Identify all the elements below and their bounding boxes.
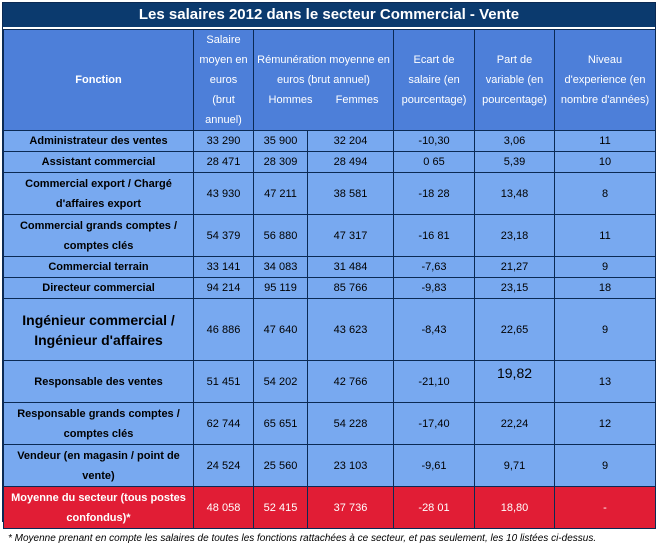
cell-femmes: 32 204 — [308, 131, 394, 152]
table-row — [4, 131, 656, 152]
header-fonction: Fonction — [4, 30, 194, 131]
cell-hommes: 35 900 — [254, 131, 308, 152]
cell-hommes: 95 119 — [254, 278, 308, 299]
cell-experience: 10 — [555, 152, 656, 173]
header-variable: Part de variable (en pourcentage) — [475, 30, 555, 131]
cell-femmes: 47 317 — [308, 215, 394, 257]
cell-variable: 19,82 — [475, 361, 555, 403]
cell-variable: 9,71 — [475, 445, 555, 487]
cell-femmes: 85 766 — [308, 278, 394, 299]
cell-hommes: 28 309 — [254, 152, 308, 173]
cell-femmes: 37 736 — [308, 487, 394, 529]
cell-salaire: 24 524 — [194, 445, 254, 487]
cell-ecart: -9,61 — [394, 445, 475, 487]
cell-fonction: Administrateur des ventes — [4, 131, 194, 152]
cell-variable: 5,39 — [475, 152, 555, 173]
header-hommes: Hommes — [268, 94, 313, 106]
table-title: Les salaires 2012 dans le secteur Commercial - Vente — [3, 3, 655, 29]
cell-fonction: Commercial export / Chargé d'affaires export — [4, 173, 194, 215]
table-row — [4, 152, 656, 173]
header-remuneration-label: Rémunération moyenne en euros (brut annuel) — [257, 54, 390, 86]
table-row — [4, 299, 656, 361]
cell-femmes: 42 766 — [308, 361, 394, 403]
cell-ecart: -9,83 — [394, 278, 475, 299]
cell-salaire: 46 886 — [194, 299, 254, 361]
header-row — [4, 30, 656, 131]
cell-salaire: 94 214 — [194, 278, 254, 299]
cell-salaire: 33 141 — [194, 257, 254, 278]
cell-salaire: 43 930 — [194, 173, 254, 215]
cell-variable: 22,65 — [475, 299, 555, 361]
cell-femmes: 31 484 — [308, 257, 394, 278]
cell-fonction: Vendeur (en magasin / point de vente) — [4, 445, 194, 487]
cell-fonction: Commercial terrain — [4, 257, 194, 278]
table-row — [4, 257, 656, 278]
cell-ecart: -17,40 — [394, 403, 475, 445]
cell-femmes: 28 494 — [308, 152, 394, 173]
header-remuneration — [254, 30, 394, 131]
cell-hommes: 54 202 — [254, 361, 308, 403]
salary-table — [3, 29, 656, 529]
cell-experience: 13 — [555, 361, 656, 403]
cell-ecart: -21,10 — [394, 361, 475, 403]
cell-salaire: 28 471 — [194, 152, 254, 173]
table-row — [4, 278, 656, 299]
cell-salaire: 48 058 — [194, 487, 254, 529]
cell-ecart: -10,30 — [394, 131, 475, 152]
cell-variable: 18,80 — [475, 487, 555, 529]
cell-experience: 18 — [555, 278, 656, 299]
footnote: * Moyenne prenant en compte les salaires de toutes les fonctions rattachées à ce secteur, et pas seulement, les 10 listées ci-dessus. — [8, 533, 597, 544]
cell-experience: - — [555, 487, 656, 529]
salary-table-panel — [2, 2, 656, 544]
cell-hommes: 47 640 — [254, 299, 308, 361]
cell-variable: 22,24 — [475, 403, 555, 445]
cell-experience: 12 — [555, 403, 656, 445]
table-row — [4, 215, 656, 257]
cell-fonction: Commercial grands comptes / comptes clés — [4, 215, 194, 257]
table-row — [4, 361, 656, 403]
header-experience: Niveau d'experience (en nombre d'années) — [555, 30, 656, 131]
cell-salaire: 51 451 — [194, 361, 254, 403]
cell-hommes: 52 415 — [254, 487, 308, 529]
cell-ecart: -8,43 — [394, 299, 475, 361]
cell-experience: 9 — [555, 445, 656, 487]
cell-hommes: 65 651 — [254, 403, 308, 445]
cell-experience: 9 — [555, 257, 656, 278]
cell-variable: 13,48 — [475, 173, 555, 215]
cell-fonction: Assistant commercial — [4, 152, 194, 173]
cell-femmes: 43 623 — [308, 299, 394, 361]
cell-ecart: -7,63 — [394, 257, 475, 278]
cell-fonction: Ingénieur commercial / Ingénieur d'affaires — [4, 299, 194, 361]
cell-fonction: Directeur commercial — [4, 278, 194, 299]
cell-hommes: 56 880 — [254, 215, 308, 257]
table-row — [4, 173, 656, 215]
cell-fonction: Responsable des ventes — [4, 361, 194, 403]
cell-femmes: 54 228 — [308, 403, 394, 445]
cell-experience: 11 — [555, 215, 656, 257]
cell-hommes: 25 560 — [254, 445, 308, 487]
cell-ecart: -28 01 — [394, 487, 475, 529]
table-row — [4, 403, 656, 445]
cell-variable: 21,27 — [475, 257, 555, 278]
cell-salaire: 54 379 — [194, 215, 254, 257]
cell-femmes: 23 103 — [308, 445, 394, 487]
cell-experience: 11 — [555, 131, 656, 152]
cell-variable: 23,15 — [475, 278, 555, 299]
cell-ecart: -16 81 — [394, 215, 475, 257]
cell-variable: 3,06 — [475, 131, 555, 152]
table-row — [4, 445, 656, 487]
cell-salaire: 62 744 — [194, 403, 254, 445]
cell-fonction: Responsable grands comptes / comptes clés — [4, 403, 194, 445]
cell-femmes: 38 581 — [308, 173, 394, 215]
cell-hommes: 34 083 — [254, 257, 308, 278]
cell-experience: 9 — [555, 299, 656, 361]
cell-ecart: -18 28 — [394, 173, 475, 215]
header-femmes: Femmes — [335, 94, 379, 106]
cell-variable: 23,18 — [475, 215, 555, 257]
cell-ecart: 0 65 — [394, 152, 475, 173]
header-salaire: Salaire moyen en euros (brut annuel) — [194, 30, 254, 131]
cell-fonction: Moyenne du secteur (tous postes confondus)* — [4, 487, 194, 529]
cell-salaire: 33 290 — [194, 131, 254, 152]
cell-experience: 8 — [555, 173, 656, 215]
average-row — [4, 487, 656, 529]
header-ecart: Ecart de salaire (en pourcentage) — [394, 30, 475, 131]
cell-hommes: 47 211 — [254, 173, 308, 215]
